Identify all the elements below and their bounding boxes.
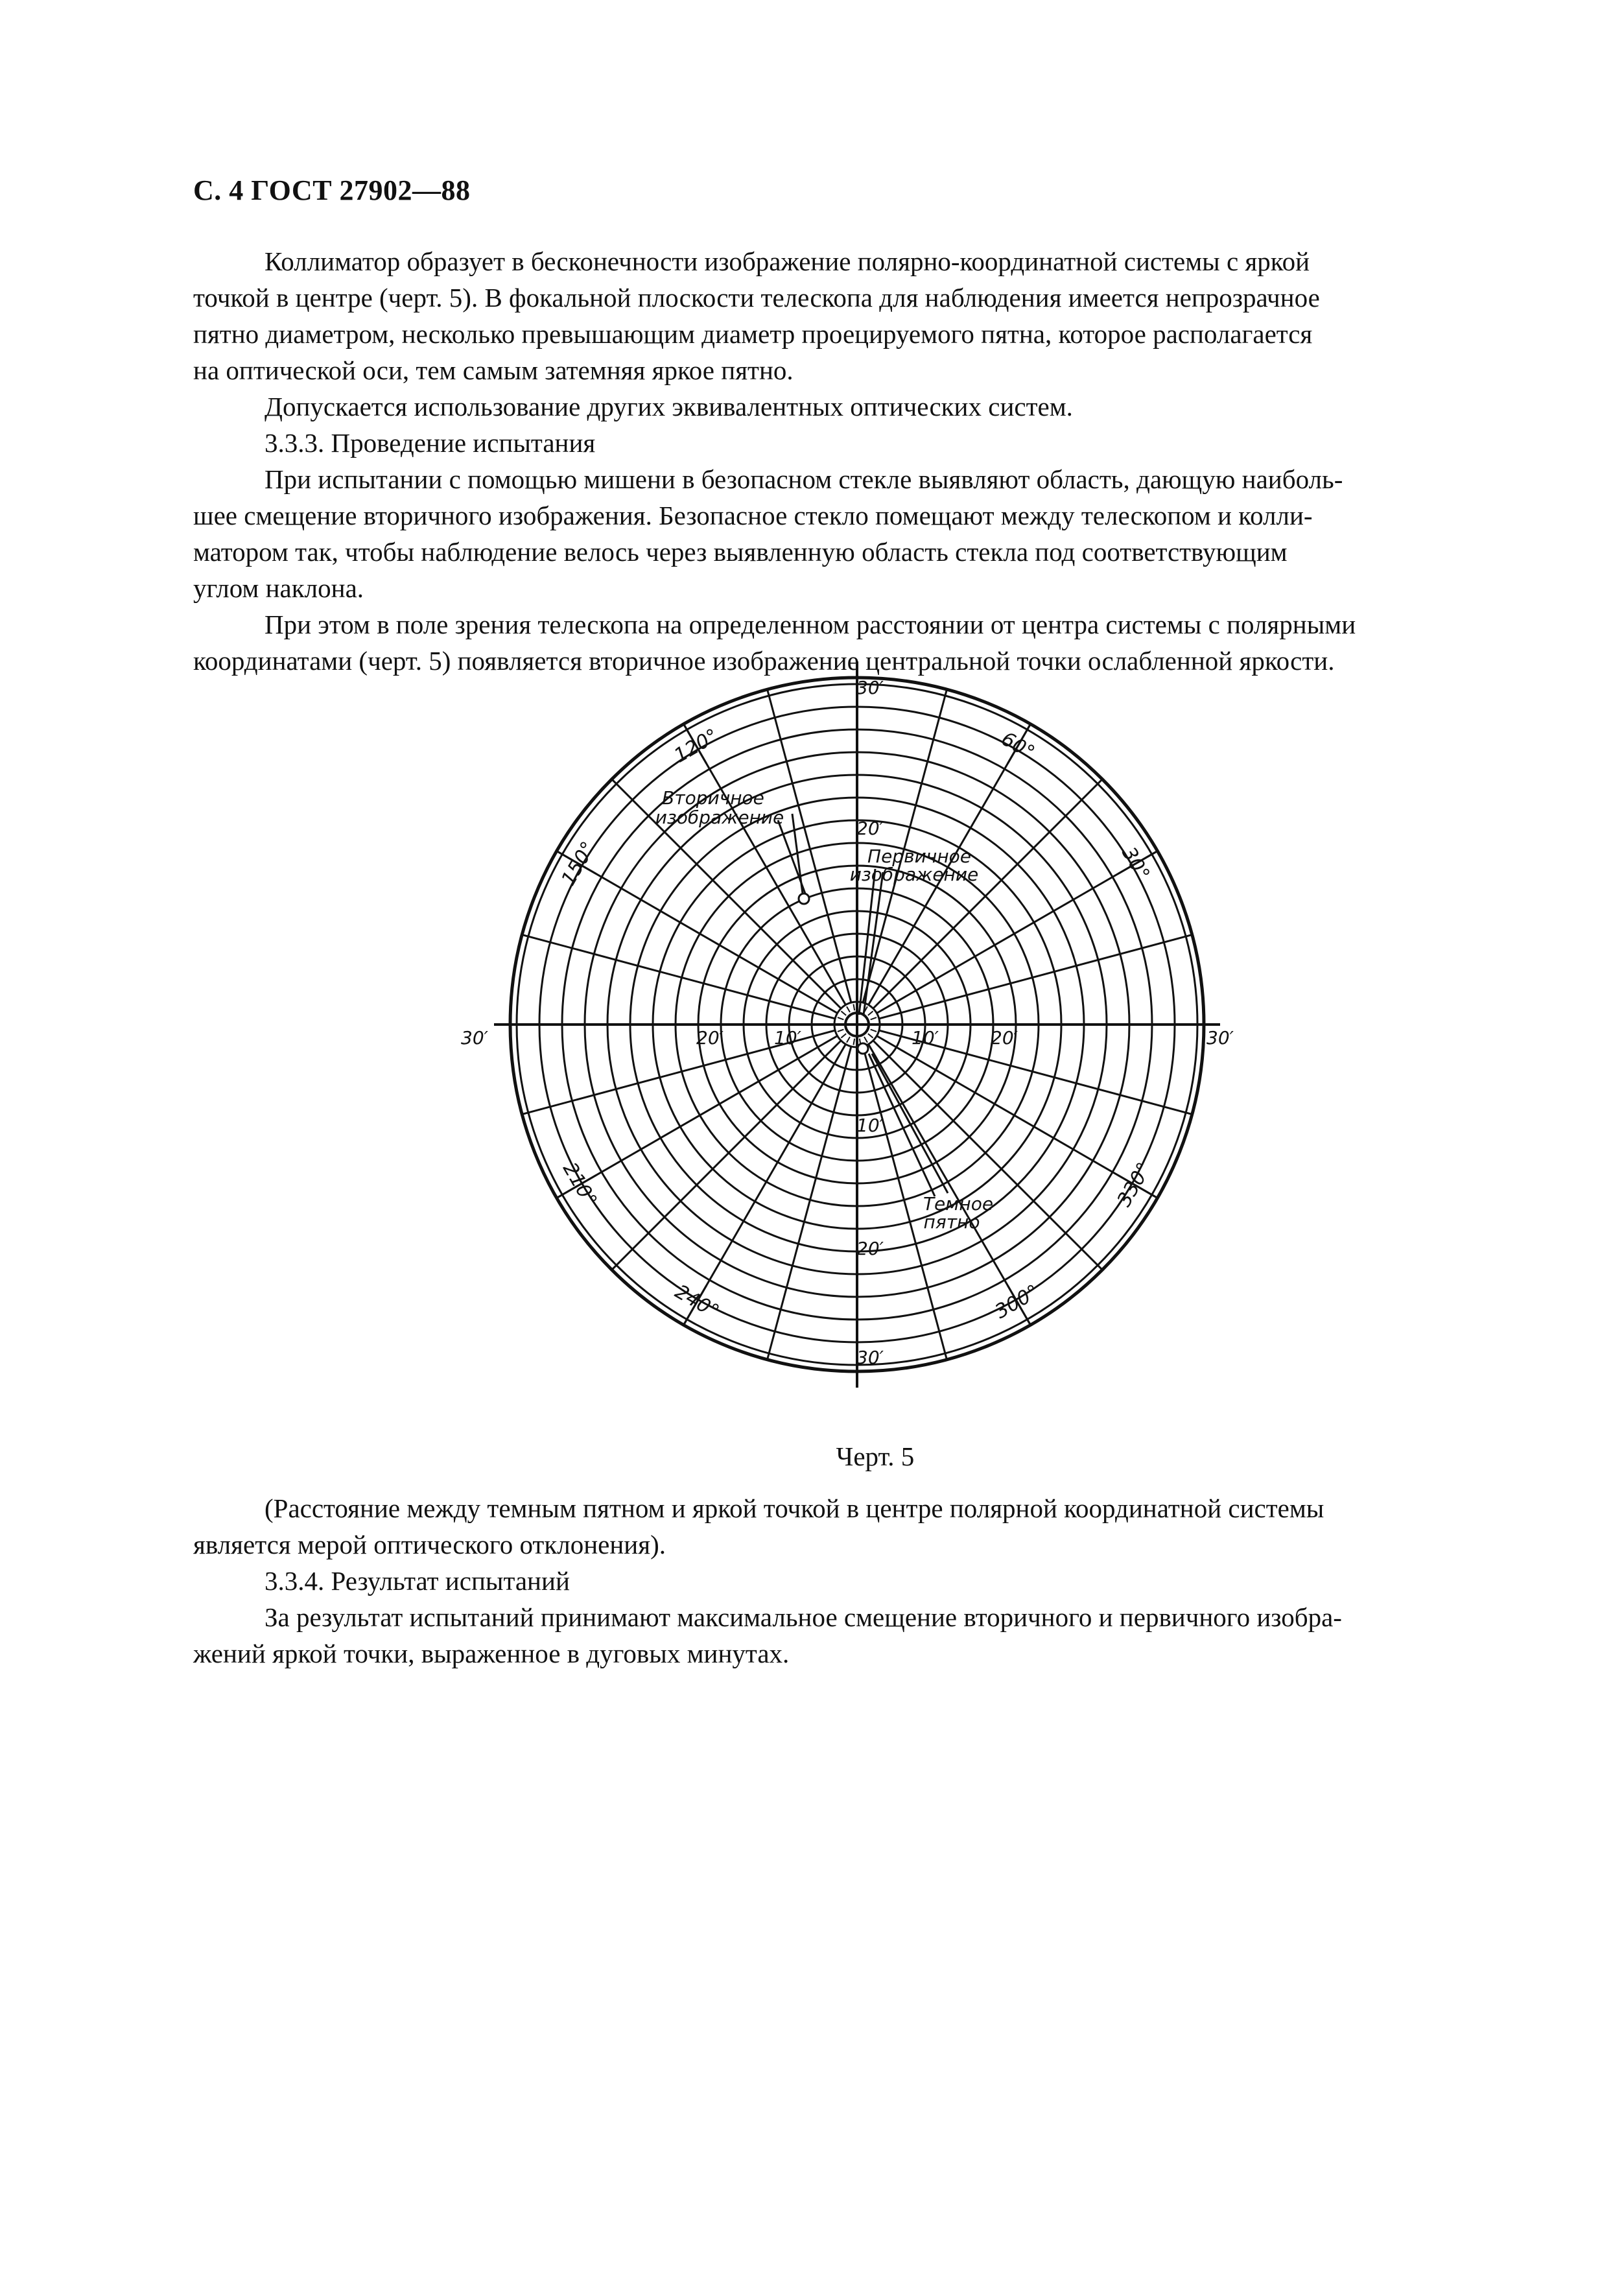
center-tick: [841, 1011, 846, 1015]
radial-line: [612, 1041, 841, 1270]
text-line: координатами (черт. 5) появляется вторичное изображение центральной точки ослабленной яркости.: [193, 646, 1335, 676]
text-line: углом наклона.: [193, 573, 364, 603]
radial-line: [768, 1047, 851, 1360]
secondary-image-marker: [799, 894, 809, 904]
center-tick: [847, 1037, 850, 1043]
callout-label: пятно: [923, 1211, 980, 1233]
radial-line: [879, 935, 1192, 1019]
angle-label: 60°: [997, 727, 1039, 764]
text-line: пятно диаметром, несколько превышающим диаметр проецируемого пятна, которое располагается: [193, 319, 1313, 349]
angle-label: 240°: [670, 1280, 724, 1324]
minute-label: 10′: [774, 1027, 801, 1049]
minute-label: 30′: [461, 1027, 488, 1049]
center-tick: [853, 1039, 854, 1045]
radial-line: [877, 1036, 1157, 1198]
angle-label: 120°: [670, 724, 723, 768]
minute-label: 30′: [856, 1347, 884, 1368]
angle-label: 150°: [557, 837, 600, 890]
text-line: матором так, чтобы наблюдение велось через выявленную область стекла под соответствующим: [193, 537, 1288, 567]
text-line: жений яркой точки, выраженное в дуговых минутах.: [193, 1639, 790, 1668]
text-line: За результат испытаний принимают максимальное смещение вторичного и первичного изобра-: [265, 1602, 1342, 1632]
closing-paragraph: [193, 1490, 1516, 1672]
section-heading: 3.3.3. Проведение испытания: [265, 428, 596, 458]
minute-label: 20′: [856, 818, 884, 839]
callout-label: изображение: [849, 864, 979, 885]
radial-line: [869, 1044, 1031, 1325]
text-line: (Расстояние между темным пятном и яркой точкой в центре полярной координатной системы: [265, 1493, 1324, 1523]
text-line: При испытании с помощью мишени в безопасном стекле выявляют область, дающую наиболь-: [265, 464, 1343, 494]
angle-label: 210°: [558, 1158, 602, 1211]
radial-line: [873, 1041, 1103, 1270]
center-tick: [853, 1004, 854, 1010]
section-heading: 3.3.4. Результат испытаний: [265, 1566, 570, 1596]
radial-line: [684, 1044, 846, 1325]
center-tick: [868, 1011, 873, 1015]
page-header: С. 4 ГОСТ 27902—88: [193, 174, 471, 206]
callout-label: Первичное: [867, 846, 971, 867]
center-tick: [838, 1030, 843, 1032]
text-line: Допускается использование других эквивалентных оптических систем.: [265, 392, 1073, 421]
minute-label: 20′: [991, 1027, 1018, 1049]
text-line: является мерой оптического отклонения).: [193, 1530, 666, 1559]
minute-label: 10′: [856, 1115, 884, 1136]
minute-label: 30′: [1206, 1027, 1234, 1049]
radial-line: [873, 779, 1103, 1009]
figure-caption: Черт. 5: [836, 1441, 915, 1471]
center-tick: [838, 1017, 843, 1019]
center-tick: [871, 1017, 877, 1019]
text-line: Коллиматор образует в бесконечности изображение полярно-координатной системы с яркой: [265, 246, 1310, 276]
angle-label: 330°: [1112, 1158, 1157, 1211]
radial-line: [684, 724, 846, 1005]
dark-spot-marker: [858, 1043, 868, 1054]
center-tick: [868, 1034, 873, 1037]
minute-label: 10′: [912, 1027, 939, 1049]
text-line: на оптической оси, тем самым затемняя яркое пятно.: [193, 355, 794, 385]
callout-label: Темное: [923, 1193, 994, 1215]
radial-line: [522, 935, 835, 1019]
minute-label: 20′: [856, 1238, 884, 1259]
text-line: шее смещение вторичного изображения. Безопасное стекло помещают между телескопом и колли-: [193, 501, 1313, 530]
text-line: При этом в поле зрения телескопа на определенном расстоянии от центра системы с полярными: [265, 610, 1356, 639]
center-tick: [847, 1006, 850, 1012]
center-tick: [841, 1034, 846, 1037]
text-line: точкой в центре (черт. 5). В фокальной плоскости телескопа для наблюдения имеется непрозрачное: [193, 283, 1320, 313]
callout-label: Вторичное: [662, 787, 764, 809]
radial-line: [768, 689, 851, 1002]
minute-label: 30′: [856, 677, 884, 698]
minute-label: 20′: [696, 1027, 724, 1049]
radial-line: [557, 851, 838, 1013]
center-tick: [864, 1037, 867, 1043]
center-tick: [871, 1030, 877, 1032]
angle-label: 30°: [1117, 843, 1155, 884]
radial-line: [557, 1036, 838, 1198]
angle-label: 300°: [991, 1280, 1044, 1324]
callout-label: изображение: [655, 807, 784, 828]
